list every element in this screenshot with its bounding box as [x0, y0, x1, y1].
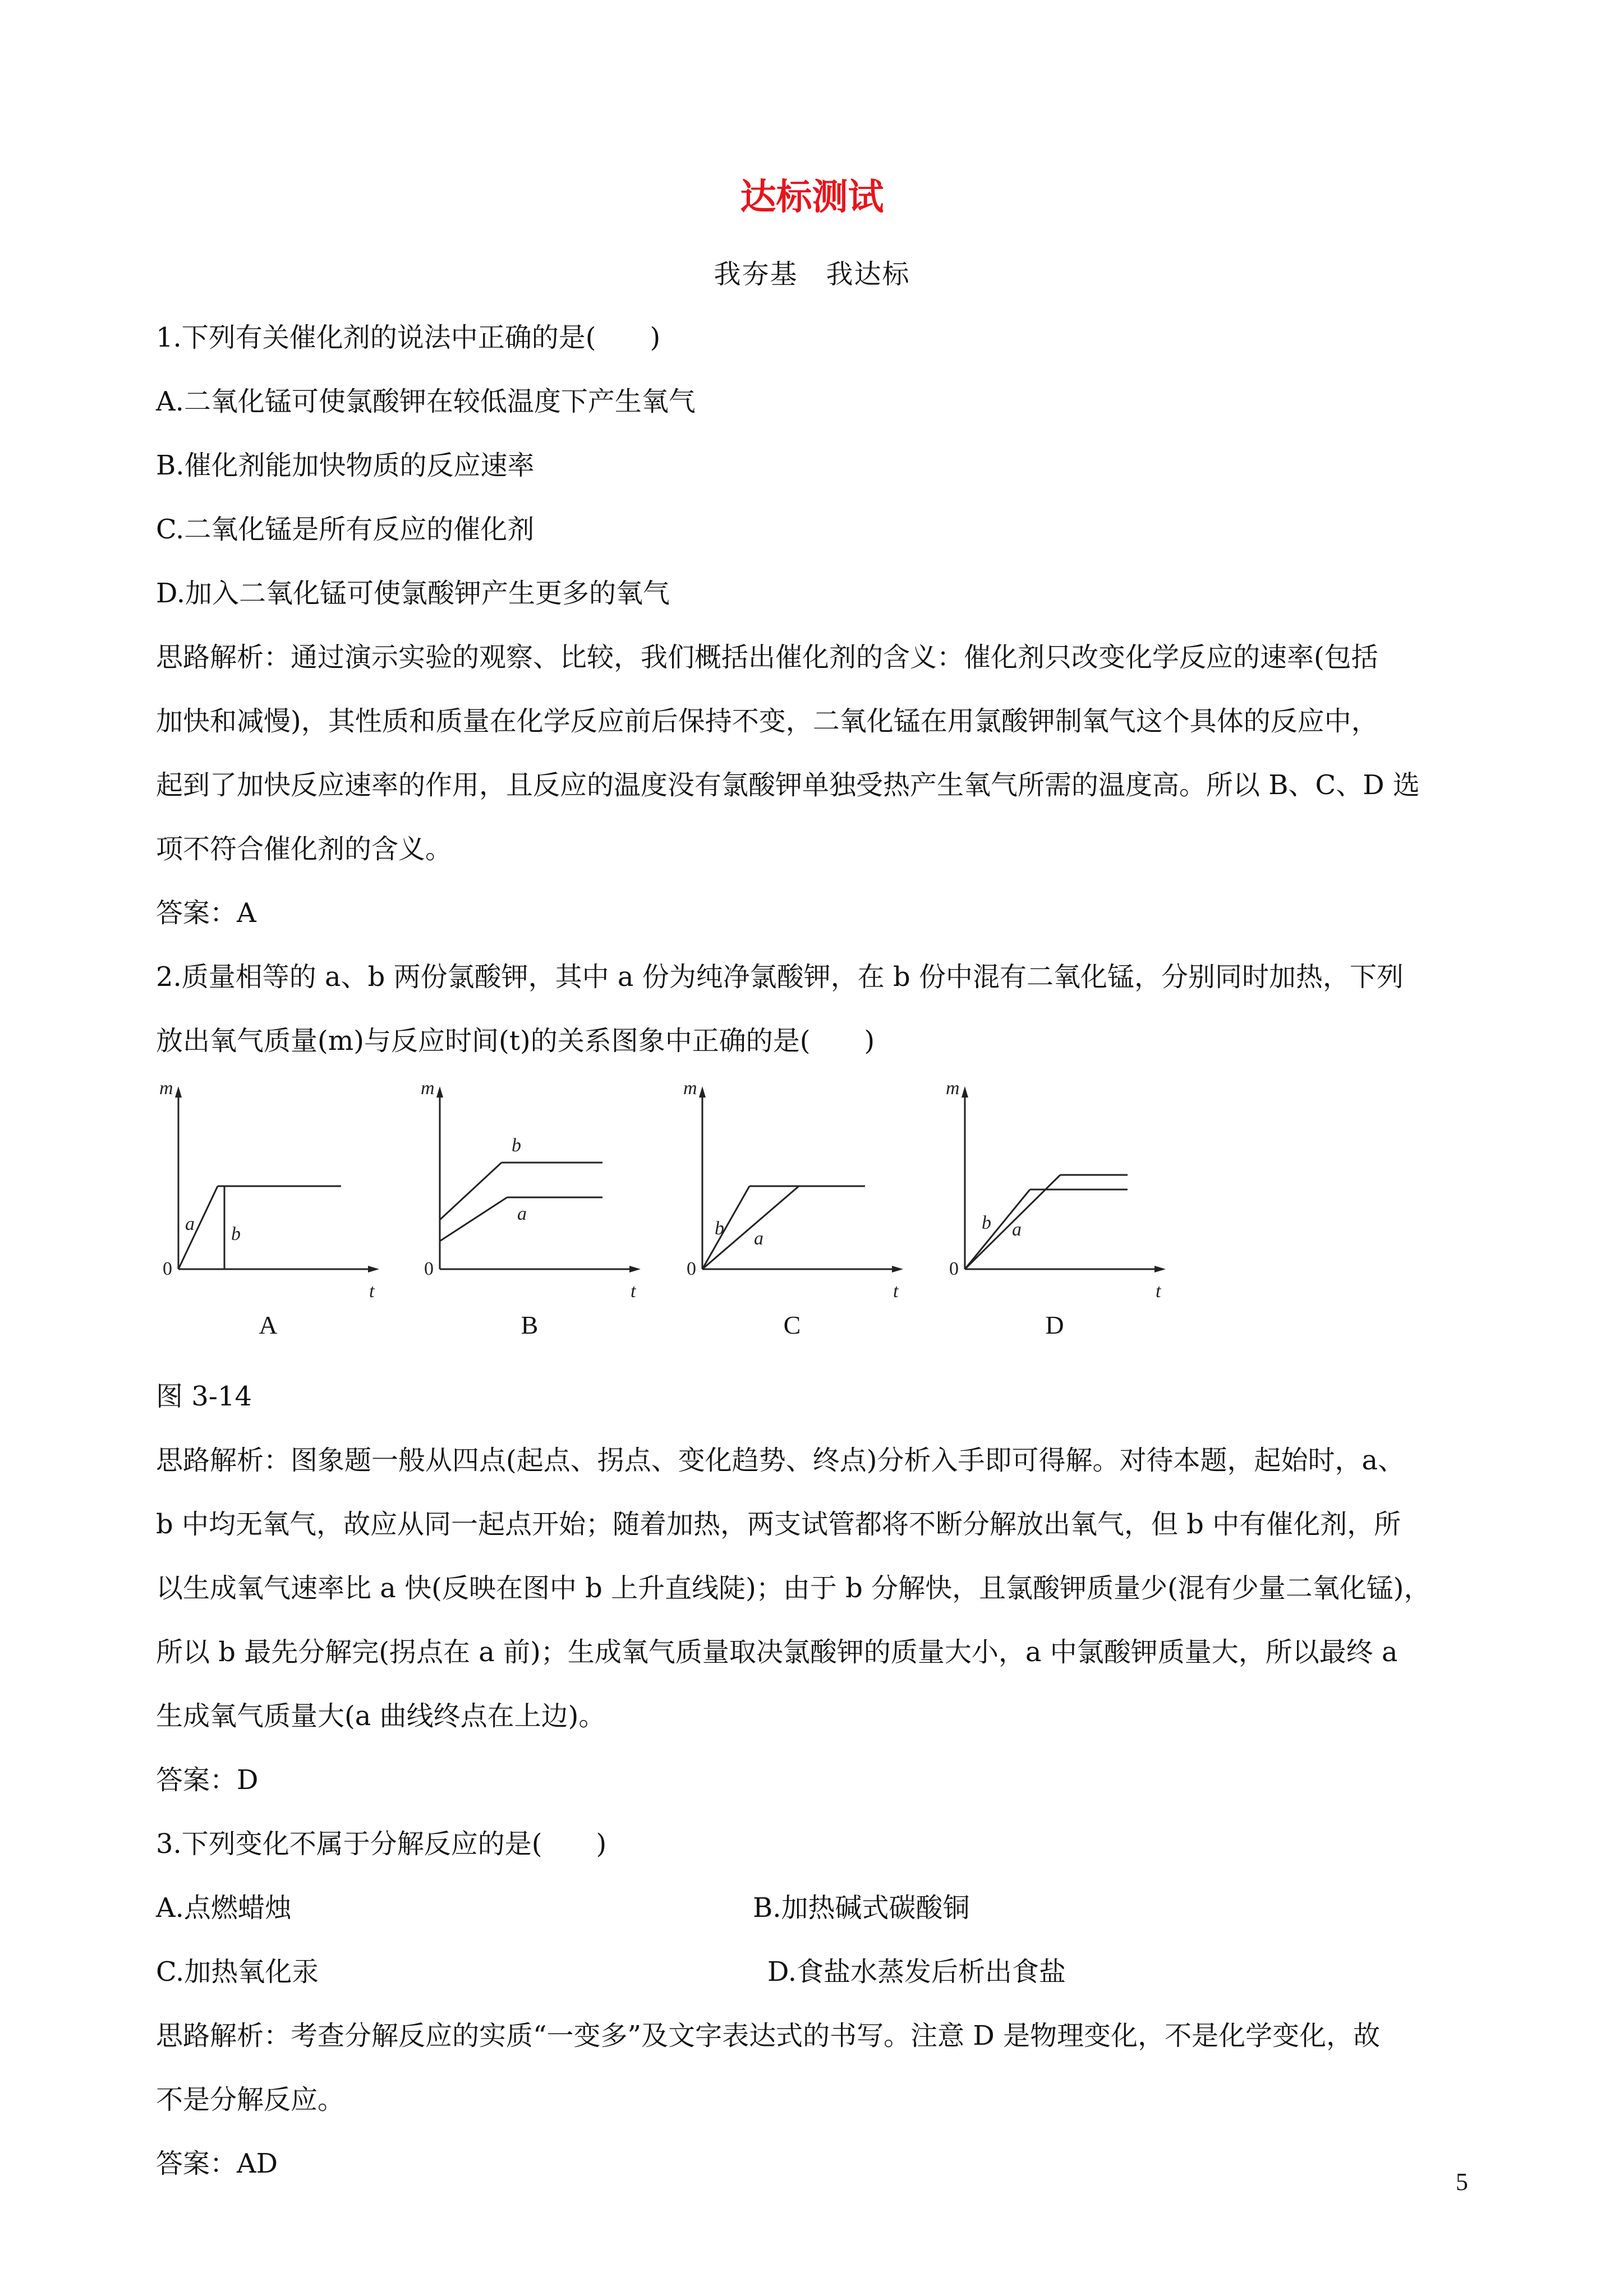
origin-label: 0 — [949, 1258, 959, 1279]
figure-a-caption: A — [259, 1311, 278, 1339]
axis-t-label: t — [631, 1281, 636, 1302]
figure-d — [942, 1073, 1167, 1353]
q1-option-c: C.二氧化锰是所有反应的催化剂 — [156, 514, 535, 545]
q3-options-row — [156, 1940, 1480, 2004]
q2-analysis-line: 以生成氧气速率比 a 快(反映在图中 b 上升直线陡)；由于 b 分解快，且氯酸钾质量少(混有少量二氧化锰)， — [156, 1573, 1431, 1604]
axis-t-label: t — [893, 1281, 899, 1302]
q3-options-row — [156, 1876, 1480, 1940]
axis-m-label: m — [683, 1078, 697, 1099]
figure-c-graph — [680, 1073, 904, 1308]
q3-stem: 3.下列变化不属于分解反应的是( ) — [156, 1828, 607, 1860]
q2-answer: 答案：D — [156, 1764, 259, 1796]
q2-stem-line: 2.质量相等的 a、b 两份氯酸钾，其中 a 份为纯净氯酸钾，在 b 份中混有二氧化锰，分别同时加热，下列 — [156, 961, 1404, 993]
q3-option-a: A.点燃蜡烛 — [156, 1892, 292, 1924]
q1-analysis-line: 项不符合催化剂的含义。 — [156, 833, 453, 865]
q3-answer: 答案：AD — [156, 2148, 278, 2179]
axis-m-label: m — [946, 1078, 960, 1099]
q3-analysis-line: 思路解析：考查分解反应的实质“一变多”及文字表达式的书写。注意 D 是物理变化，不是化学变化，故 — [156, 2020, 1381, 2051]
curve-a-label: a — [185, 1214, 195, 1234]
q2-figures — [156, 1073, 1480, 1364]
origin-label: 0 — [424, 1258, 434, 1279]
axis-m-label: m — [421, 1078, 435, 1099]
q2-figure-caption: 图 3-14 — [156, 1381, 252, 1412]
origin-label: 0 — [687, 1258, 696, 1279]
figure-b-graph — [417, 1073, 642, 1308]
q1-option-d: D.加入二氧化锰可使氯酸钾产生更多的氧气 — [156, 578, 670, 609]
origin-label: 0 — [163, 1258, 172, 1279]
axis-t-label: t — [1156, 1281, 1161, 1302]
curve-a-label: a — [517, 1204, 527, 1224]
figure-d-caption: D — [1045, 1311, 1064, 1339]
q2-analysis-line: b 中均无氧气，故应从同一起点开始；随着加热，两支试管都将不断分解放出氧气，但 b 中有催化剂，所 — [156, 1509, 1401, 1540]
figure-d-graph — [942, 1073, 1167, 1308]
q1-option-a: A.二氧化锰可使氯酸钾在较低温度下产生氧气 — [156, 386, 696, 417]
q1-analysis-line: 加快和减慢)，其性质和质量在化学反应前后保持不变，二氧化锰在用氯酸钾制氧气这个具体的反应中， — [156, 706, 1378, 737]
q2-analysis-line: 思路解析：图象题一般从四点(起点、拐点、变化趋势、终点)分析入手即可得解。对待本题，起始时，a、 — [156, 1445, 1405, 1476]
figure-a — [156, 1073, 380, 1353]
section-subtitle: 我夯基 我达标 — [714, 259, 910, 290]
q1-stem: 1.下列有关催化剂的说法中正确的是( ) — [156, 322, 661, 353]
q1-analysis-line: 思路解析：通过演示实验的观察、比较，我们概括出催化剂的含义：催化剂只改变化学反应的速率(包括 — [156, 642, 1378, 673]
curve-b-label: b — [512, 1135, 521, 1156]
q1-option-b: B.催化剂能加快物质的反应速率 — [156, 450, 535, 481]
figure-c-caption: C — [783, 1311, 801, 1339]
curve-b-label: b — [982, 1212, 991, 1233]
axis-t-label: t — [369, 1281, 375, 1302]
curve-b-label: b — [231, 1224, 241, 1244]
axis-m-label: m — [159, 1078, 173, 1099]
q3-option-c: C.加热氧化汞 — [156, 1956, 319, 1988]
q1-analysis-line: 起到了加快反应速率的作用，且反应的温度没有氯酸钾单独受热产生氧气所需的温度高。所以 B、C、D 选 — [156, 769, 1420, 801]
q1-answer: 答案：A — [156, 897, 256, 929]
curve-a-label: a — [1012, 1219, 1022, 1240]
q2-analysis-line: 所以 b 最先分解完(拐点在 a 前)；生成氧气质量取决氯酸钾的质量大小，a 中氯酸钾质量大，所以最终 a — [156, 1636, 1398, 1668]
figure-a-graph — [156, 1073, 380, 1308]
q3-analysis-line: 不是分解反应。 — [156, 2084, 345, 2115]
page-title: 达标测试 — [740, 176, 884, 218]
curve-a-label: a — [754, 1228, 763, 1249]
q2-analysis-line: 生成氧气质量大(a 曲线终点在上边)。 — [156, 1700, 606, 1732]
q2-stem-line: 放出氧气质量(m)与反应时间(t)的关系图象中正确的是( ) — [156, 1025, 875, 1057]
curve-b-label: b — [715, 1218, 724, 1239]
page-number: 5 — [1456, 2168, 1468, 2196]
figure-b — [417, 1073, 642, 1353]
document-body — [156, 306, 1480, 2196]
figure-c — [680, 1073, 904, 1353]
q3-option-b: B.加热碱式碳酸铜 — [753, 1892, 970, 1924]
q3-option-d: D.食盐水蒸发后析出食盐 — [767, 1956, 1066, 1988]
figure-b-caption: B — [521, 1311, 539, 1339]
